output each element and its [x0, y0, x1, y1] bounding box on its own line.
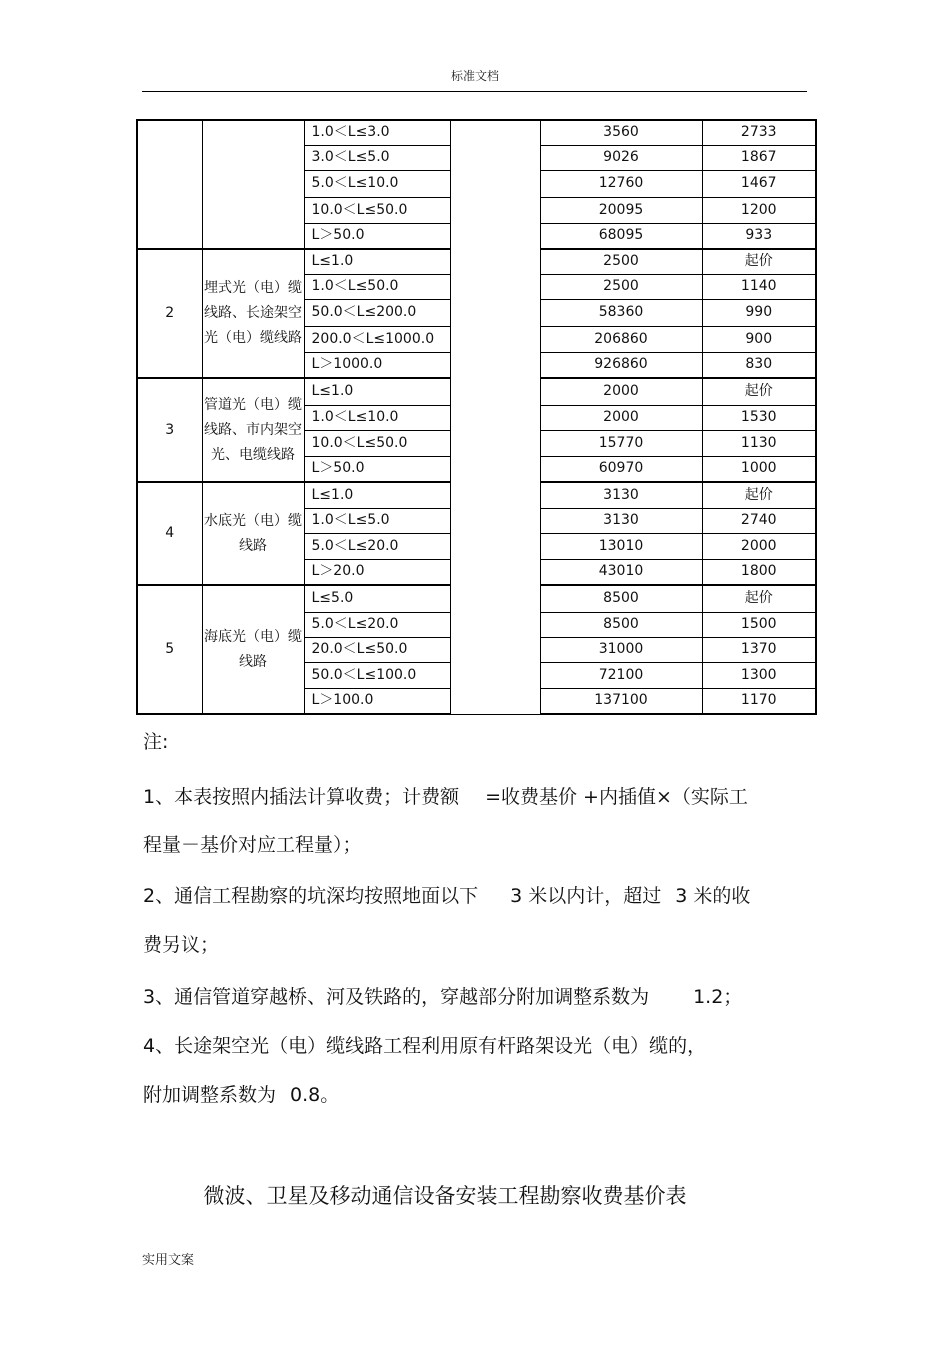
cell-length-range: 1.0＜L≤10.0	[304, 405, 450, 430]
table-row	[137, 120, 816, 145]
cell-length-range: 1.0＜L≤50.0	[304, 274, 450, 299]
cell-length-range: 5.0＜L≤20.0	[304, 533, 450, 559]
cell-interpolation-value: 1500	[702, 612, 816, 637]
cell-interpolation-value: 起价	[702, 482, 816, 508]
cell-group-number: 5	[137, 585, 202, 714]
cell-length-range: L＞100.0	[304, 688, 450, 714]
cell-base-price: 15770	[540, 430, 702, 456]
cell-interpolation-value: 2000	[702, 533, 816, 559]
cell-length-range: L≤5.0	[304, 585, 450, 612]
cell-line-category: 海底光（电）缆线路	[202, 585, 304, 714]
cell-base-price: 72100	[540, 662, 702, 688]
cell-interpolation-value: 1140	[702, 274, 816, 299]
cell-base-price: 60970	[540, 456, 702, 482]
cell-base-price: 2000	[540, 405, 702, 430]
page-header: 标准文档	[450, 69, 499, 83]
cell-base-price: 9026	[540, 145, 702, 170]
cell-length-range: 10.0＜L≤50.0	[304, 197, 450, 223]
notes-title: 注:	[143, 731, 169, 753]
fee-table-body	[137, 120, 816, 714]
header-rule	[142, 91, 807, 92]
note-1-line-1	[143, 782, 748, 809]
cell-line-category: 水底光（电）缆线路	[202, 482, 304, 585]
cell-interpolation-value: 1370	[702, 637, 816, 662]
cell-length-range: L＞20.0	[304, 559, 450, 585]
cell-interpolation-value: 900	[702, 326, 816, 352]
cell-interpolation-value: 1130	[702, 430, 816, 456]
cell-interpolation-value: 1800	[702, 559, 816, 585]
cell-interpolation-value: 1300	[702, 662, 816, 688]
cell-base-price: 58360	[540, 299, 702, 326]
cell-interpolation-value: 1000	[702, 456, 816, 482]
cell-base-price: 206860	[540, 326, 702, 352]
cell-interpolation-value: 990	[702, 299, 816, 326]
section-title: 微波、卫星及移动通信设备安装工程勘察收费基价表	[203, 1184, 687, 1208]
cell-interpolation-value: 1200	[702, 197, 816, 223]
note-4-part-c: 0.8。	[290, 1084, 340, 1106]
note-1-part-a: 1、本表按照内插法计算收费；计费额	[143, 786, 460, 808]
cell-base-price: 3130	[540, 482, 702, 508]
cell-length-range: 1.0＜L≤3.0	[304, 120, 450, 145]
cell-length-range: L≤1.0	[304, 249, 450, 274]
cell-blank-column	[450, 120, 540, 714]
note-3-line-1	[143, 982, 742, 1009]
cell-base-price: 137100	[540, 688, 702, 714]
cell-interpolation-value: 起价	[702, 249, 816, 274]
note-2-part-b: 3 米以内计，超过	[510, 885, 662, 907]
note-2-line-2: 费另议；	[143, 934, 220, 956]
cell-group-number	[137, 120, 202, 249]
cell-length-range: L＞50.0	[304, 456, 450, 482]
cell-group-number: 3	[137, 378, 202, 482]
note-1-line-2: 程量－基价对应工程量）；	[143, 834, 362, 856]
cell-length-range: L＞50.0	[304, 223, 450, 249]
note-1-part-b: =收费基价 +内插值×（实际工	[485, 786, 748, 808]
cell-length-range: 10.0＜L≤50.0	[304, 430, 450, 456]
cell-length-range: 50.0＜L≤200.0	[304, 299, 450, 326]
cell-base-price: 43010	[540, 559, 702, 585]
cell-line-category: 管道光（电）缆线路、市内架空光、电缆线路	[202, 378, 304, 482]
note-2-part-a: 2、通信工程勘察的坑深均按照地面以下	[143, 885, 479, 907]
cell-interpolation-value: 1530	[702, 405, 816, 430]
cell-base-price: 13010	[540, 533, 702, 559]
cell-length-range: 5.0＜L≤20.0	[304, 612, 450, 637]
cell-interpolation-value: 2733	[702, 120, 816, 145]
cell-length-range: 50.0＜L≤100.0	[304, 662, 450, 688]
cell-base-price: 12760	[540, 170, 702, 197]
note-2-line-1	[143, 881, 750, 908]
note-3-part-b: 1.2；	[693, 986, 743, 1008]
cell-base-price: 2500	[540, 249, 702, 274]
cell-length-range: 5.0＜L≤10.0	[304, 170, 450, 197]
cell-base-price: 3560	[540, 120, 702, 145]
note-4-line-2	[143, 1080, 339, 1107]
cell-interpolation-value: 933	[702, 223, 816, 249]
cell-base-price: 2500	[540, 274, 702, 299]
cell-interpolation-value: 2740	[702, 508, 816, 533]
note-4-line-1: 4、长途架空光（电）缆线路工程利用原有杆路架设光（电）缆的，	[143, 1035, 707, 1057]
cell-base-price: 31000	[540, 637, 702, 662]
fee-table	[136, 119, 817, 715]
cell-line-category	[202, 120, 304, 249]
cell-base-price: 20095	[540, 197, 702, 223]
cell-interpolation-value: 起价	[702, 378, 816, 405]
cell-base-price: 926860	[540, 352, 702, 378]
cell-interpolation-value: 830	[702, 352, 816, 378]
cell-group-number: 2	[137, 249, 202, 378]
cell-base-price: 68095	[540, 223, 702, 249]
cell-base-price: 8500	[540, 612, 702, 637]
note-4-part-b: 附加调整系数为	[143, 1084, 277, 1106]
cell-length-range: 3.0＜L≤5.0	[304, 145, 450, 170]
cell-line-category: 埋式光（电）缆线路、长途架空光（电）缆线路	[202, 249, 304, 378]
cell-interpolation-value: 1867	[702, 145, 816, 170]
cell-length-range: 200.0＜L≤1000.0	[304, 326, 450, 352]
cell-length-range: 1.0＜L≤5.0	[304, 508, 450, 533]
cell-group-number: 4	[137, 482, 202, 585]
page-footer: 实用文案	[142, 1253, 195, 1268]
note-3-part-a: 3、通信管道穿越桥、河及铁路的，穿越部分附加调整系数为	[143, 986, 650, 1008]
cell-length-range: L≤1.0	[304, 378, 450, 405]
cell-length-range: 20.0＜L≤50.0	[304, 637, 450, 662]
cell-interpolation-value: 1170	[702, 688, 816, 714]
cell-length-range: L≤1.0	[304, 482, 450, 508]
cell-base-price: 8500	[540, 585, 702, 612]
cell-interpolation-value: 起价	[702, 585, 816, 612]
cell-length-range: L＞1000.0	[304, 352, 450, 378]
note-2-part-c: 3 米的收	[675, 885, 751, 907]
cell-interpolation-value: 1467	[702, 170, 816, 197]
cell-base-price: 3130	[540, 508, 702, 533]
cell-base-price: 2000	[540, 378, 702, 405]
